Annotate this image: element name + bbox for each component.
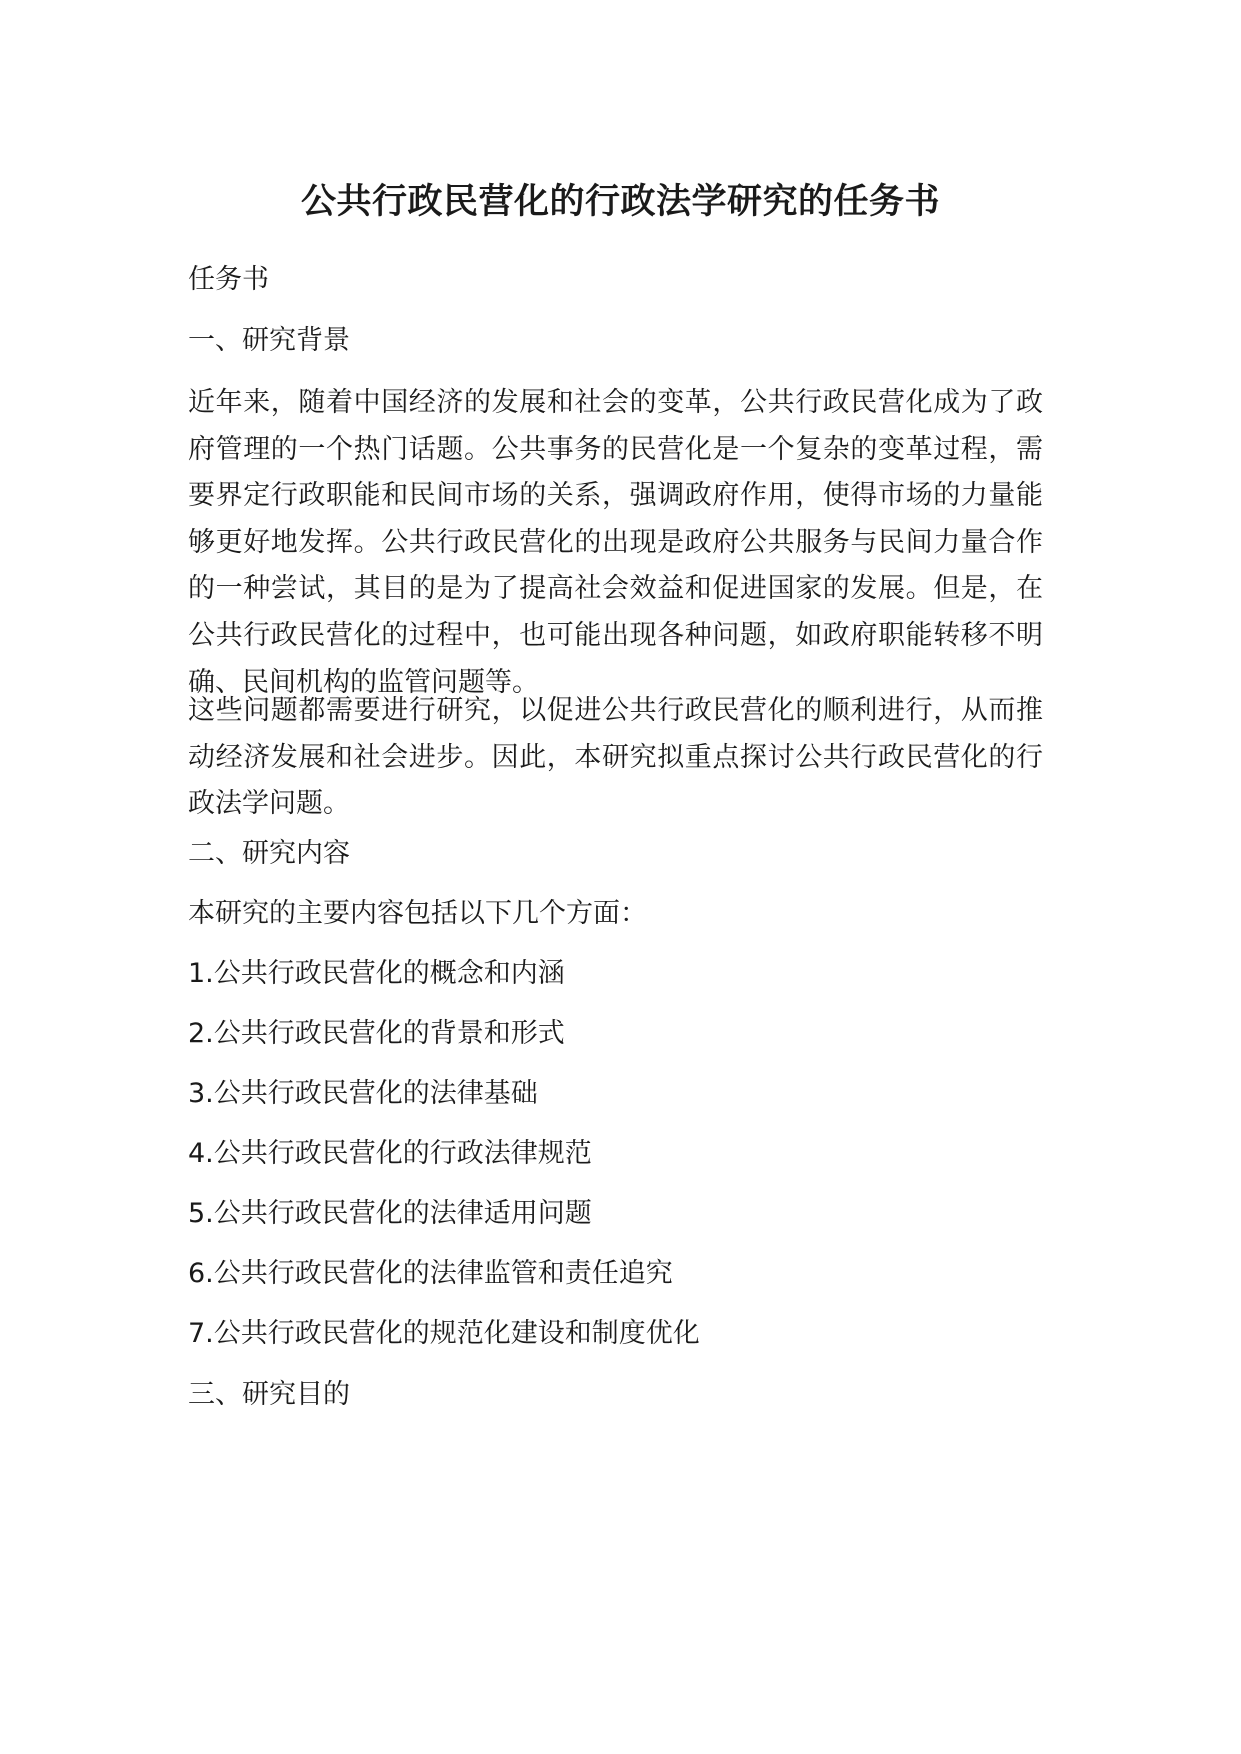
list-item: 5.公共行政民营化的法律适用问题 bbox=[188, 1198, 592, 1229]
list-item: 4.公共行政民营化的行政法律规范 bbox=[188, 1138, 592, 1169]
background-paragraph-1: 近年来，随着中国经济的发展和社会的变革，公共行政民营化成为了政府管理的一个热门话题。公共事务的民营化是一个复杂的变革过程，需要界定行政职能和民间市场的关系，强调政府作用，使得市场的力量能够更好地发挥。公共行政民营化的出现是政府公共服务与民间力量合作的一种尝试，其目的是为了提高社会效益和促进国家的发展。但是，在公共行政民营化的过程中，也可能出现各种问题，如政府职能转移不明确、民间机构的监管问题等。 bbox=[188, 387, 1043, 698]
list-item: 3.公共行政民营化的法律基础 bbox=[188, 1078, 538, 1109]
list-item: 2.公共行政民营化的背景和形式 bbox=[188, 1018, 565, 1049]
list-item: 6.公共行政民营化的法律监管和责任追究 bbox=[188, 1258, 673, 1289]
document-title: 公共行政民营化的行政法学研究的任务书 bbox=[300, 182, 940, 222]
background-paragraph-2: 这些问题都需要进行研究，以促进公共行政民营化的顺利进行，从而推动经济发展和社会进步。因此，本研究拟重点探讨公共行政民营化的行政法学问题。 bbox=[188, 695, 1043, 820]
list-item: 7.公共行政民营化的规范化建设和制度优化 bbox=[188, 1318, 700, 1349]
section-heading-background: 一、研究背景 bbox=[188, 325, 350, 356]
document-label: 任务书 bbox=[188, 264, 269, 295]
section-heading-content: 二、研究内容 bbox=[188, 838, 350, 869]
section-heading-purpose: 三、研究目的 bbox=[188, 1379, 350, 1410]
content-intro: 本研究的主要内容包括以下几个方面： bbox=[188, 898, 647, 929]
list-item: 1.公共行政民营化的概念和内涵 bbox=[188, 958, 565, 989]
